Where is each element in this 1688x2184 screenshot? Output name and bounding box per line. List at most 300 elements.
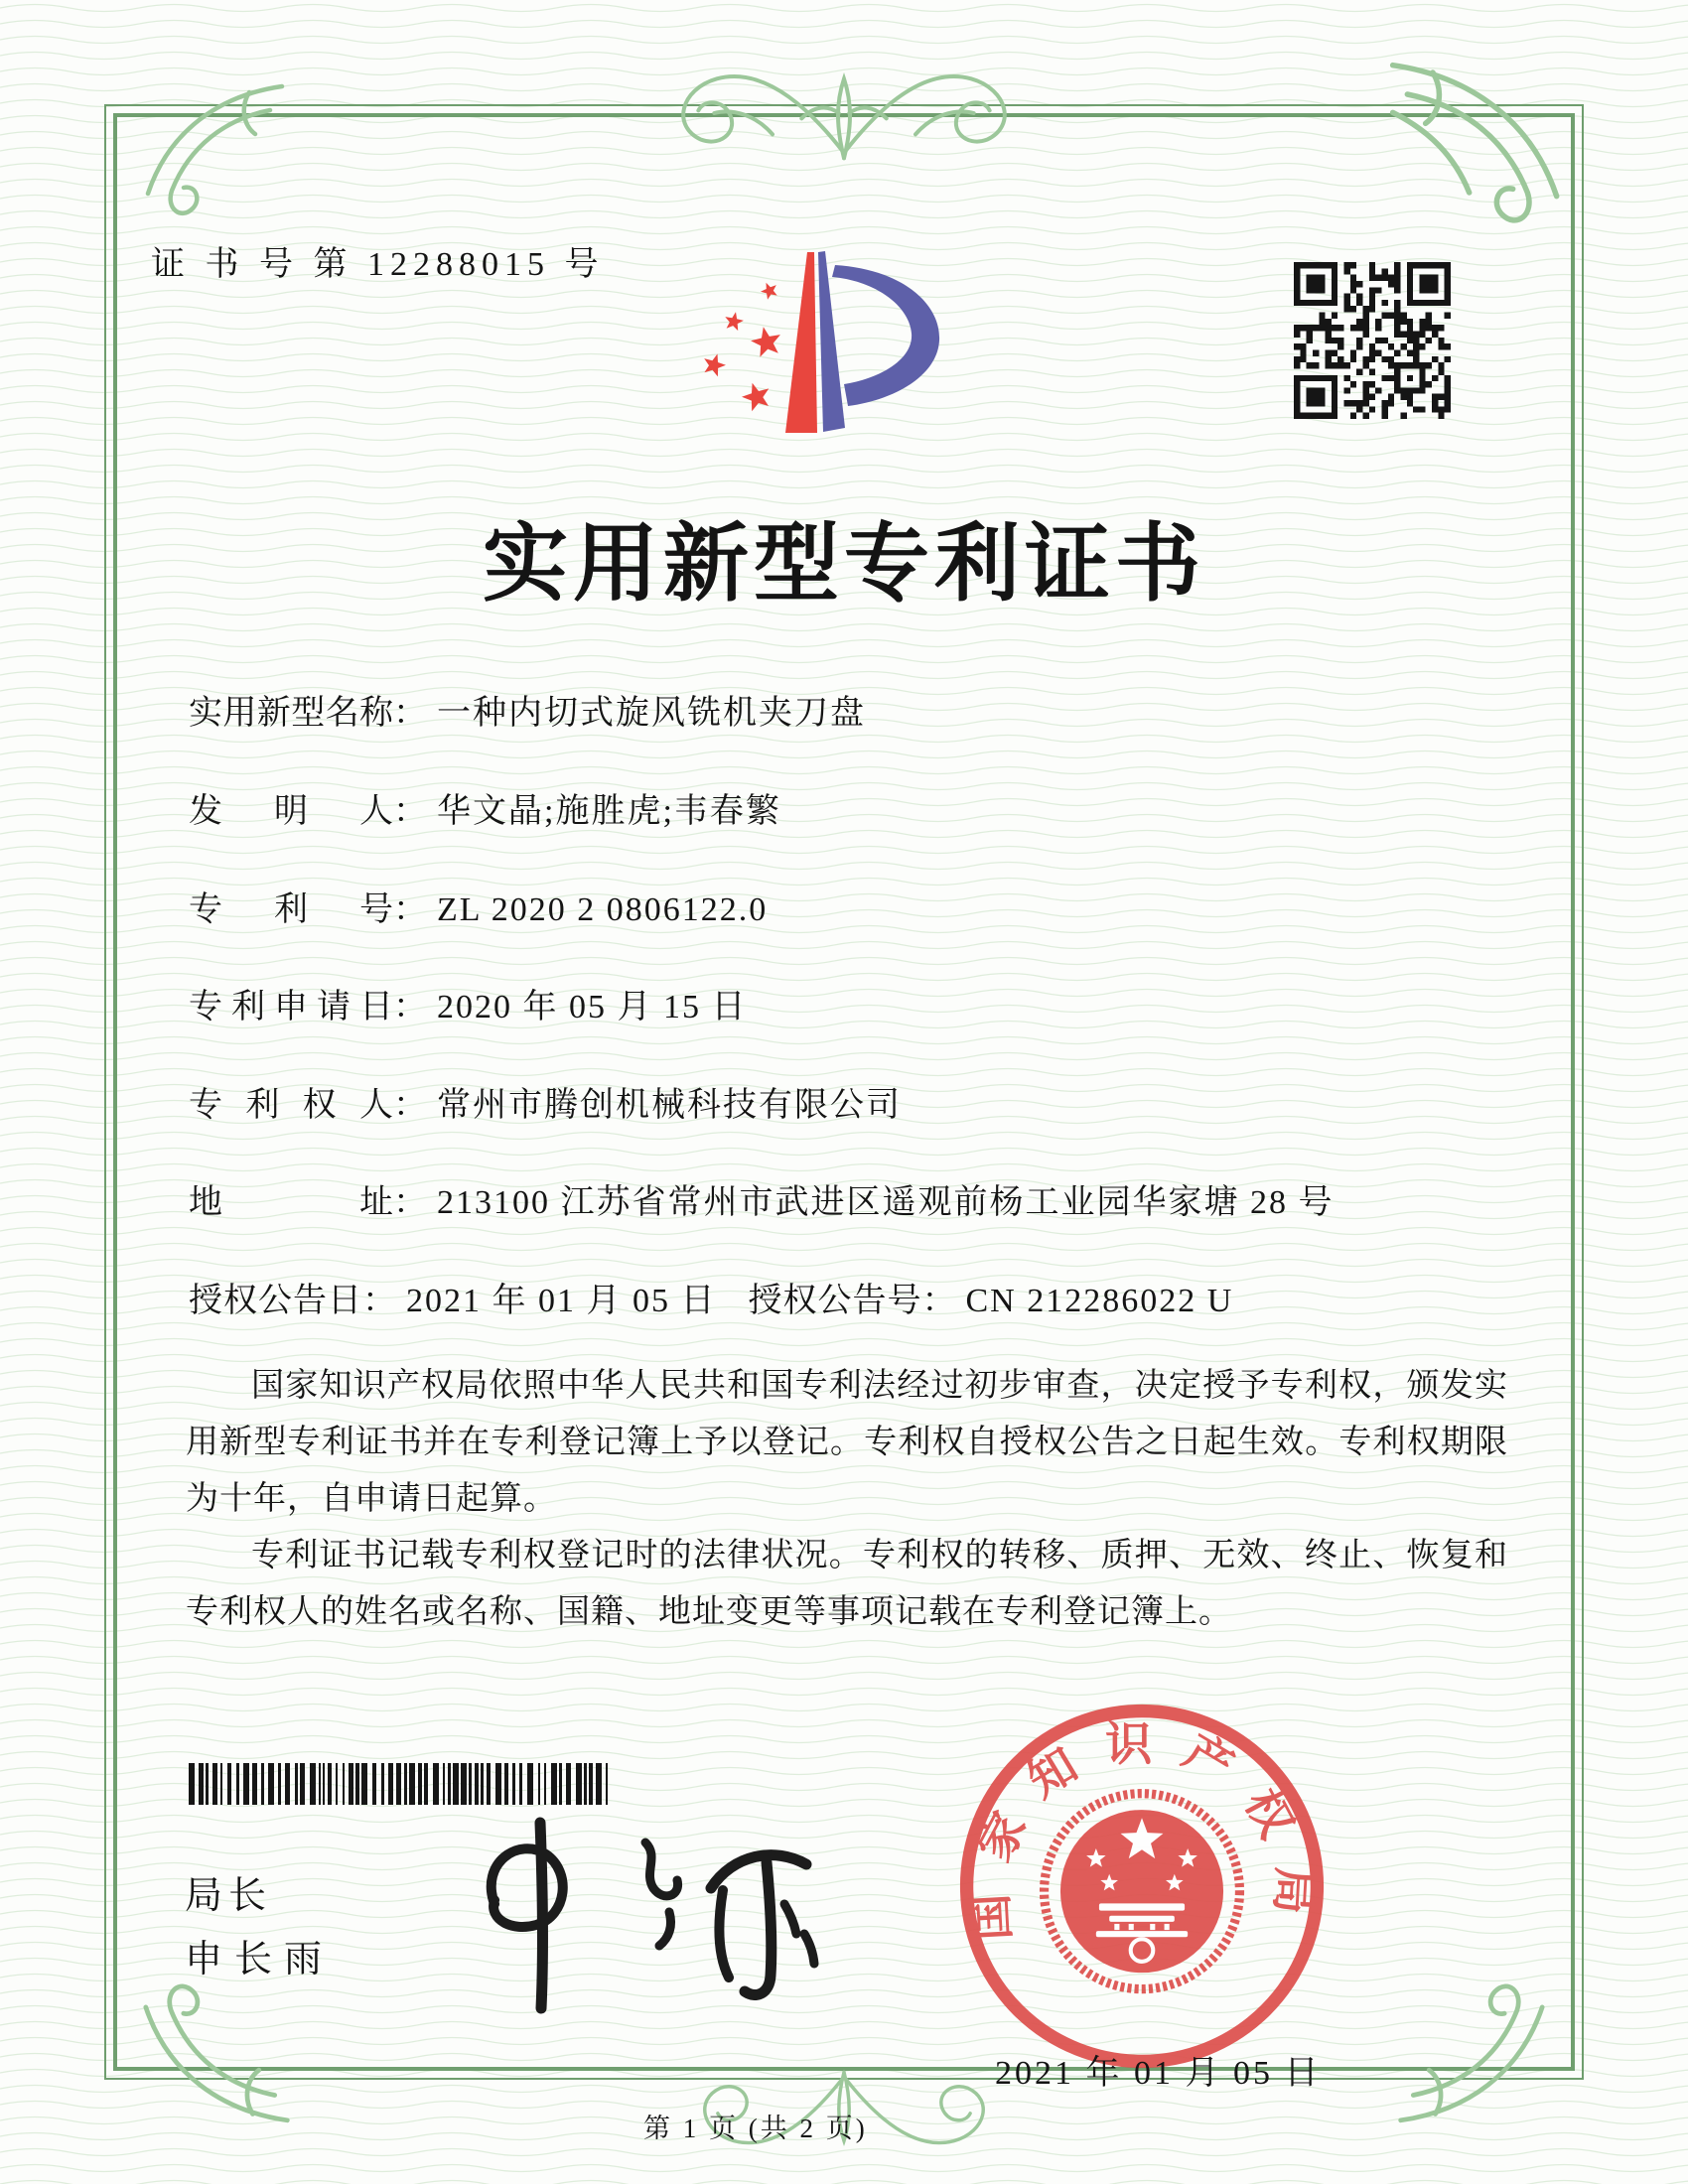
qr-module bbox=[1332, 362, 1337, 368]
qr-module bbox=[1388, 394, 1394, 400]
qr-module bbox=[1432, 287, 1438, 293]
qr-module bbox=[1319, 394, 1325, 400]
qr-module bbox=[1388, 275, 1394, 281]
field-row-address bbox=[189, 1174, 1335, 1223]
qr-module bbox=[1344, 306, 1350, 312]
qr-module bbox=[1313, 362, 1319, 368]
qr-module bbox=[1419, 281, 1425, 287]
grant-number-value: CN 212286022 U bbox=[965, 1283, 1234, 1319]
qr-module bbox=[1381, 313, 1387, 319]
qr-module bbox=[1294, 300, 1300, 306]
qr-module bbox=[1344, 262, 1350, 268]
qr-module bbox=[1326, 300, 1332, 306]
qr-module bbox=[1445, 387, 1451, 393]
qr-module bbox=[1356, 406, 1362, 412]
qr-module bbox=[1394, 306, 1400, 312]
qr-module bbox=[1394, 368, 1400, 374]
qr-module bbox=[1356, 338, 1362, 343]
qr-module bbox=[1445, 262, 1451, 268]
qr-module bbox=[1375, 319, 1381, 325]
qr-module bbox=[1337, 343, 1343, 349]
qr-module bbox=[1307, 387, 1313, 393]
qr-module bbox=[1381, 268, 1387, 274]
qr-module bbox=[1426, 287, 1432, 293]
qr-module bbox=[1356, 300, 1362, 306]
qr-module bbox=[1407, 294, 1413, 300]
field-colon: ： bbox=[393, 1087, 427, 1124]
qr-module bbox=[1432, 400, 1438, 406]
qr-module bbox=[1369, 368, 1375, 374]
certificate-number: 证 书 号 第 12288015 号 bbox=[151, 246, 605, 283]
qr-module bbox=[1326, 325, 1332, 331]
qr-module bbox=[1350, 275, 1356, 281]
field-row-inventors bbox=[189, 783, 781, 832]
qr-module bbox=[1381, 400, 1387, 406]
qr-module bbox=[1350, 381, 1356, 387]
field-label: 专利号 bbox=[189, 891, 393, 928]
qr-module bbox=[1294, 343, 1300, 349]
qr-module bbox=[1294, 287, 1300, 293]
qr-module bbox=[1307, 262, 1313, 268]
page-number: 第 1 页 (共 2 页) bbox=[643, 2114, 868, 2143]
qr-module bbox=[1319, 300, 1325, 306]
qr-module bbox=[1400, 319, 1406, 325]
field-row-utility-model-name bbox=[189, 685, 866, 734]
qr-module bbox=[1413, 262, 1419, 268]
qr-module bbox=[1388, 313, 1394, 319]
seal-date: 2021 年 01 月 05 日 bbox=[995, 2055, 1322, 2092]
qr-module bbox=[1394, 319, 1400, 325]
qr-module bbox=[1394, 287, 1400, 293]
qr-module bbox=[1407, 281, 1413, 287]
qr-module bbox=[1388, 343, 1394, 349]
qr-module bbox=[1326, 338, 1332, 343]
qr-module bbox=[1307, 281, 1313, 287]
qr-module bbox=[1369, 287, 1375, 293]
qr-module bbox=[1407, 394, 1413, 400]
qr-module bbox=[1426, 281, 1432, 287]
qr-module bbox=[1375, 287, 1381, 293]
star-icon bbox=[704, 354, 726, 377]
qr-module bbox=[1332, 325, 1337, 331]
qr-module bbox=[1344, 300, 1350, 306]
qr-module bbox=[1332, 338, 1337, 343]
qr-module bbox=[1326, 413, 1332, 419]
qr-module bbox=[1407, 338, 1413, 343]
qr-module bbox=[1369, 262, 1375, 268]
qr-module bbox=[1445, 281, 1451, 287]
qr-module bbox=[1369, 381, 1375, 387]
cnipa-logo bbox=[643, 218, 971, 469]
qr-module bbox=[1294, 375, 1300, 381]
field-colon: ： bbox=[393, 891, 427, 928]
qr-module bbox=[1300, 300, 1306, 306]
logo-purple-bowl bbox=[832, 265, 939, 406]
qr-module bbox=[1394, 262, 1400, 268]
star-icon bbox=[742, 383, 769, 412]
qr-module bbox=[1350, 413, 1356, 419]
qr-module bbox=[1407, 287, 1413, 293]
qr-module bbox=[1300, 325, 1306, 331]
signature-shen-changyu bbox=[425, 1805, 862, 2033]
qr-module bbox=[1350, 281, 1356, 287]
field-value: 2020 年 05 月 15 日 bbox=[437, 989, 748, 1025]
qr-module bbox=[1432, 300, 1438, 306]
qr-module bbox=[1388, 356, 1394, 362]
qr-module bbox=[1319, 319, 1325, 325]
field-value: 华文晶;施胜虎;韦春繁 bbox=[437, 793, 781, 830]
qr-module bbox=[1426, 275, 1432, 281]
qr-module bbox=[1326, 356, 1332, 362]
qr-module bbox=[1426, 313, 1432, 319]
logo-purple-stem bbox=[818, 251, 845, 432]
qr-module bbox=[1307, 338, 1313, 343]
qr-module bbox=[1294, 362, 1300, 368]
grant-date-label: 授权公告日 bbox=[189, 1283, 362, 1319]
qr-module bbox=[1375, 275, 1381, 281]
qr-module bbox=[1413, 406, 1419, 412]
qr-module bbox=[1294, 268, 1300, 274]
qr-module bbox=[1419, 275, 1425, 281]
qr-module bbox=[1381, 356, 1387, 362]
qr-module bbox=[1432, 262, 1438, 268]
qr-module bbox=[1419, 387, 1425, 393]
qr-module bbox=[1369, 406, 1375, 412]
qr-module bbox=[1381, 413, 1387, 419]
qr-module bbox=[1381, 338, 1387, 343]
qr-module bbox=[1356, 294, 1362, 300]
qr-module bbox=[1319, 387, 1325, 393]
qr-module bbox=[1413, 332, 1419, 338]
qr-module bbox=[1419, 319, 1425, 325]
qr-module bbox=[1413, 362, 1419, 368]
qr-module bbox=[1445, 313, 1451, 319]
qr-module bbox=[1344, 294, 1350, 300]
qr-module bbox=[1375, 338, 1381, 343]
barcode bbox=[189, 1763, 620, 1805]
qr-module bbox=[1413, 356, 1419, 362]
qr-module bbox=[1313, 400, 1319, 406]
qr-module bbox=[1350, 306, 1356, 312]
qr-module bbox=[1313, 262, 1319, 268]
qr-module bbox=[1332, 300, 1337, 306]
star-icon bbox=[761, 283, 777, 300]
qr-module bbox=[1350, 356, 1356, 362]
qr-module bbox=[1294, 394, 1300, 400]
qr-module bbox=[1363, 413, 1369, 419]
field-colon: ： bbox=[393, 695, 427, 732]
qr-module bbox=[1375, 387, 1381, 393]
qr-module bbox=[1426, 338, 1432, 343]
qr-module bbox=[1363, 394, 1369, 400]
qr-module bbox=[1294, 387, 1300, 393]
qr-module bbox=[1426, 319, 1432, 325]
qr-module bbox=[1394, 349, 1400, 355]
qr-module bbox=[1319, 287, 1325, 293]
qr-module bbox=[1332, 375, 1337, 381]
qr-module bbox=[1419, 375, 1425, 381]
qr-module bbox=[1326, 375, 1332, 381]
cnipa-official-seal bbox=[943, 1688, 1340, 2085]
field-label: 发明人 bbox=[189, 793, 393, 830]
qr-module bbox=[1332, 281, 1337, 287]
qr-module bbox=[1400, 362, 1406, 368]
qr-module bbox=[1369, 275, 1375, 281]
qr-module bbox=[1381, 375, 1387, 381]
qr-module bbox=[1326, 319, 1332, 325]
qr-code bbox=[1294, 262, 1451, 419]
qr-module bbox=[1332, 400, 1337, 406]
qr-module bbox=[1350, 325, 1356, 331]
qr-module bbox=[1313, 387, 1319, 393]
qr-module bbox=[1332, 394, 1337, 400]
qr-module bbox=[1294, 325, 1300, 331]
qr-module bbox=[1445, 287, 1451, 293]
qr-module bbox=[1419, 287, 1425, 293]
qr-module bbox=[1344, 387, 1350, 393]
qr-module bbox=[1294, 356, 1300, 362]
field-value: 常州市腾创机械科技有限公司 bbox=[437, 1087, 902, 1124]
issuer-title: 局长 bbox=[185, 1875, 273, 1917]
qr-module bbox=[1363, 362, 1369, 368]
qr-module bbox=[1388, 281, 1394, 287]
qr-module bbox=[1407, 262, 1413, 268]
qr-module bbox=[1307, 325, 1313, 331]
qr-module bbox=[1419, 406, 1425, 412]
qr-module bbox=[1294, 381, 1300, 387]
qr-module bbox=[1356, 343, 1362, 349]
qr-module bbox=[1445, 268, 1451, 274]
qr-module bbox=[1445, 375, 1451, 381]
qr-module bbox=[1363, 387, 1369, 393]
qr-module bbox=[1313, 281, 1319, 287]
qr-module bbox=[1294, 281, 1300, 287]
qr-module bbox=[1356, 325, 1362, 331]
qr-module bbox=[1432, 375, 1438, 381]
qr-module bbox=[1332, 349, 1337, 355]
qr-module bbox=[1419, 332, 1425, 338]
qr-module bbox=[1445, 294, 1451, 300]
qr-module bbox=[1400, 313, 1406, 319]
qr-module bbox=[1426, 300, 1432, 306]
qr-module bbox=[1445, 356, 1451, 362]
field-value: 一种内切式旋风铣机夹刀盘 bbox=[437, 695, 866, 732]
qr-module bbox=[1407, 400, 1413, 406]
qr-module bbox=[1438, 343, 1444, 349]
qr-module bbox=[1307, 375, 1313, 381]
qr-module bbox=[1313, 413, 1319, 419]
qr-module bbox=[1445, 400, 1451, 406]
qr-module bbox=[1432, 281, 1438, 287]
seal-ring-text: 国家知识产权局 bbox=[963, 1719, 1321, 1943]
qr-module bbox=[1294, 413, 1300, 419]
field-label: 专利申请日 bbox=[189, 989, 393, 1025]
qr-module bbox=[1400, 332, 1406, 338]
qr-module bbox=[1319, 313, 1325, 319]
qr-module bbox=[1363, 306, 1369, 312]
qr-module bbox=[1350, 287, 1356, 293]
qr-module bbox=[1319, 400, 1325, 406]
qr-module bbox=[1413, 300, 1419, 306]
qr-module bbox=[1381, 275, 1387, 281]
qr-module bbox=[1307, 332, 1313, 338]
qr-module bbox=[1432, 406, 1438, 412]
qr-module bbox=[1432, 275, 1438, 281]
qr-module bbox=[1394, 387, 1400, 393]
qr-module bbox=[1407, 349, 1413, 355]
qr-module bbox=[1300, 356, 1306, 362]
qr-module bbox=[1307, 400, 1313, 406]
field-colon: ： bbox=[393, 793, 427, 830]
qr-module bbox=[1419, 368, 1425, 374]
qr-module bbox=[1332, 294, 1337, 300]
qr-module bbox=[1332, 381, 1337, 387]
qr-module bbox=[1300, 413, 1306, 419]
qr-module bbox=[1407, 319, 1413, 325]
qr-module bbox=[1426, 262, 1432, 268]
qr-module bbox=[1394, 268, 1400, 274]
qr-module bbox=[1319, 275, 1325, 281]
qr-module bbox=[1394, 381, 1400, 387]
qr-module bbox=[1326, 362, 1332, 368]
qr-module bbox=[1369, 294, 1375, 300]
qr-module bbox=[1313, 394, 1319, 400]
qr-module bbox=[1319, 413, 1325, 419]
field-row-patent-number bbox=[189, 882, 768, 930]
qr-module bbox=[1381, 300, 1387, 306]
qr-module bbox=[1344, 400, 1350, 406]
field-colon: ： bbox=[921, 1283, 956, 1319]
qr-module bbox=[1445, 343, 1451, 349]
qr-module bbox=[1419, 300, 1425, 306]
qr-module bbox=[1400, 413, 1406, 419]
qr-module bbox=[1369, 394, 1375, 400]
qr-module bbox=[1445, 275, 1451, 281]
qr-module bbox=[1356, 319, 1362, 325]
qr-module bbox=[1332, 262, 1337, 268]
qr-module bbox=[1319, 375, 1325, 381]
qr-module bbox=[1407, 268, 1413, 274]
qr-module bbox=[1413, 343, 1419, 349]
qr-module bbox=[1438, 338, 1444, 343]
qr-module bbox=[1407, 275, 1413, 281]
qr-module bbox=[1381, 406, 1387, 412]
qr-module bbox=[1413, 338, 1419, 343]
qr-module bbox=[1319, 281, 1325, 287]
qr-module bbox=[1394, 313, 1400, 319]
qr-module bbox=[1388, 375, 1394, 381]
qr-module bbox=[1356, 281, 1362, 287]
qr-module bbox=[1344, 362, 1350, 368]
qr-module bbox=[1332, 406, 1337, 412]
star-icon bbox=[725, 312, 744, 331]
field-value: ZL 2020 2 0806122.0 bbox=[437, 891, 769, 928]
qr-module bbox=[1375, 325, 1381, 331]
qr-module bbox=[1313, 325, 1319, 331]
qr-module bbox=[1394, 300, 1400, 306]
qr-module bbox=[1394, 332, 1400, 338]
qr-module bbox=[1438, 406, 1444, 412]
qr-module bbox=[1363, 319, 1369, 325]
qr-module bbox=[1363, 356, 1369, 362]
qr-module bbox=[1337, 325, 1343, 331]
qr-module bbox=[1313, 349, 1319, 355]
qr-module bbox=[1407, 300, 1413, 306]
issuer-name: 申长雨 bbox=[185, 1939, 335, 1980]
qr-module bbox=[1294, 262, 1300, 268]
qr-module bbox=[1432, 325, 1438, 331]
qr-module bbox=[1319, 262, 1325, 268]
qr-module bbox=[1438, 368, 1444, 374]
field-row-grant bbox=[189, 1273, 1233, 1321]
grant-number-label: 授权公告号 bbox=[748, 1283, 922, 1319]
qr-module bbox=[1419, 262, 1425, 268]
qr-module bbox=[1326, 349, 1332, 355]
qr-module bbox=[1400, 394, 1406, 400]
barcode-gap bbox=[608, 1763, 612, 1805]
qr-module bbox=[1394, 375, 1400, 381]
qr-module bbox=[1394, 362, 1400, 368]
qr-module bbox=[1445, 394, 1451, 400]
qr-module bbox=[1400, 343, 1406, 349]
certificate-title: 实用新型专利证书 bbox=[483, 516, 1205, 612]
qr-module bbox=[1307, 300, 1313, 306]
qr-module bbox=[1313, 300, 1319, 306]
qr-module bbox=[1375, 349, 1381, 355]
qr-module bbox=[1438, 262, 1444, 268]
qr-module bbox=[1369, 300, 1375, 306]
qr-module bbox=[1307, 413, 1313, 419]
legal-paragraph-1: 国家知识产权局依照中华人民共和国专利法经过初步审查，决定授予专利权，颁发实用新型专利证书并在专利登记簿上予以登记。专利权自授权公告之日起生效。专利权期限为十年，自申请日起算。 bbox=[186, 1368, 1508, 1518]
field-label: 专利权人 bbox=[189, 1087, 393, 1124]
legal-paragraph-2: 专利证书记载专利权登记时的法律状况。专利权的转移、质押、无效、终止、恢复和专利权人的姓名或名称、国籍、地址变更等事项记载在专利登记簿上。 bbox=[186, 1538, 1508, 1631]
qr-module bbox=[1332, 287, 1337, 293]
qr-module bbox=[1337, 338, 1343, 343]
qr-module bbox=[1388, 400, 1394, 406]
qr-module bbox=[1337, 356, 1343, 362]
field-colon: ： bbox=[393, 1184, 427, 1221]
qr-module bbox=[1356, 368, 1362, 374]
qr-module bbox=[1332, 313, 1337, 319]
qr-module bbox=[1332, 268, 1337, 274]
field-colon: ： bbox=[393, 989, 427, 1025]
qr-module bbox=[1326, 332, 1332, 338]
qr-module bbox=[1294, 294, 1300, 300]
qr-module bbox=[1438, 394, 1444, 400]
qr-module bbox=[1369, 306, 1375, 312]
qr-module bbox=[1407, 375, 1413, 381]
qr-module bbox=[1332, 413, 1337, 419]
qr-module bbox=[1356, 400, 1362, 406]
qr-module bbox=[1369, 268, 1375, 274]
qr-module bbox=[1407, 387, 1413, 393]
qr-module bbox=[1294, 400, 1300, 406]
qr-module bbox=[1294, 406, 1300, 412]
qr-module bbox=[1407, 332, 1413, 338]
qr-module bbox=[1369, 349, 1375, 355]
qr-module bbox=[1400, 387, 1406, 393]
grant-date-value: 2021 年 01 月 05 日 bbox=[406, 1283, 717, 1319]
field-label: 实用新型名称 bbox=[189, 695, 393, 732]
qr-module bbox=[1307, 275, 1313, 281]
qr-module bbox=[1363, 381, 1369, 387]
qr-module bbox=[1407, 325, 1413, 331]
qr-module bbox=[1394, 275, 1400, 281]
qr-module bbox=[1313, 375, 1319, 381]
qr-module bbox=[1307, 394, 1313, 400]
field-label: 地址 bbox=[189, 1184, 393, 1221]
qr-module bbox=[1426, 325, 1432, 331]
